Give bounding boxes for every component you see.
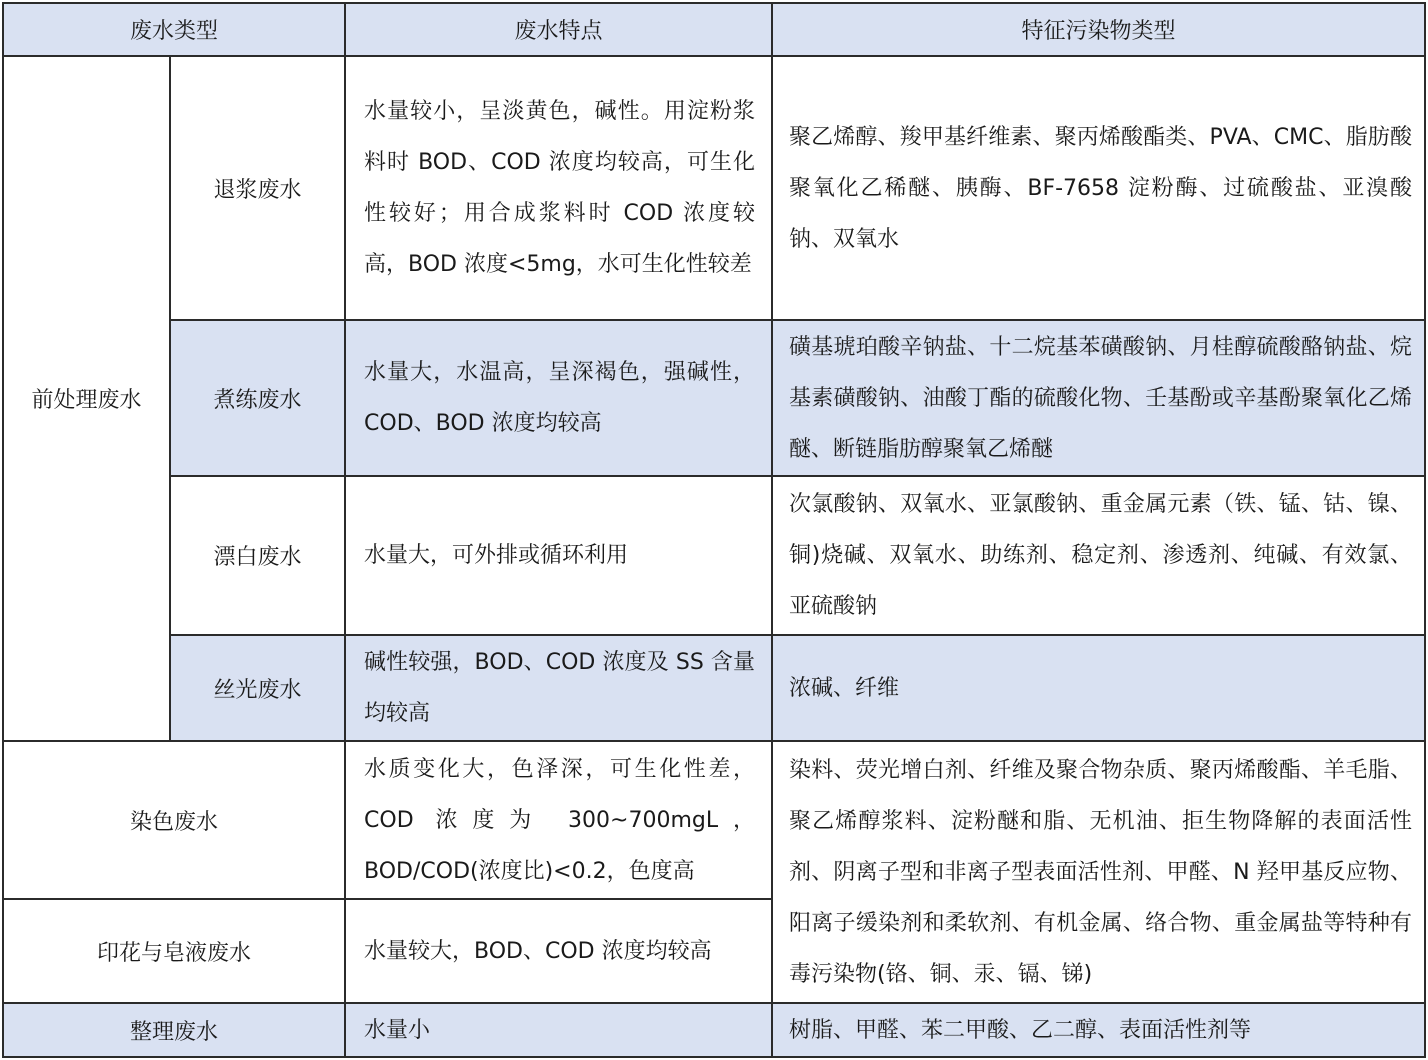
row-features-printing: 水量较大，BOD、COD 浓度均较高 (345, 899, 772, 1003)
row-name-dyeing: 染色废水 (3, 741, 345, 899)
row-name-printing: 印花与皂液废水 (3, 899, 345, 1003)
wastewater-table (2, 2, 1426, 1058)
row-name-scouring: 煮练废水 (170, 320, 345, 476)
table-row (3, 635, 1425, 741)
row-features-bleaching: 水量大，可外排或循环利用 (345, 476, 772, 635)
row-name-desizing: 退浆废水 (170, 56, 345, 320)
row-features-mercerizing: 碱性较强，BOD、COD 浓度及 SS 含量均较高 (345, 635, 772, 741)
table-row (3, 56, 1425, 320)
header-wastewater-features: 废水特点 (345, 3, 772, 56)
header-row (3, 3, 1425, 56)
group-pretreatment: 前处理废水 (3, 56, 170, 741)
row-features-scouring: 水量大，水温高，呈深褐色，强碱性，COD、BOD 浓度均较高 (345, 320, 772, 476)
row-pollutants-finishing: 树脂、甲醛、苯二甲酸、乙二醇、表面活性剂等 (772, 1003, 1425, 1057)
row-name-bleaching: 漂白废水 (170, 476, 345, 635)
table-row (3, 320, 1425, 476)
row-features-finishing: 水量小 (345, 1003, 772, 1057)
header-pollutant-types: 特征污染物类型 (772, 3, 1425, 56)
row-pollutants-mercerizing: 浓碱、纤维 (772, 635, 1425, 741)
row-pollutants-scouring: 磺基琥珀酸辛钠盐、十二烷基苯磺酸钠、月桂醇硫酸酪钠盐、烷基素磺酸钠、油酸丁酯的硫酸化物、壬基酚或辛基酚聚氧化乙烯醚、断链脂肪醇聚氧乙烯醚 (772, 320, 1425, 476)
row-pollutants-dyeing-printing: 染料、荧光增白剂、纤维及聚合物杂质、聚丙烯酸酯、羊毛脂、聚乙烯醇浆料、淀粉醚和脂、无机油、拒生物降解的表面活性剂、阴离子型和非离子型表面活性剂、甲醛、N 羟甲基反应物、阳离子缓染剂和柔软剂、有机金属、络合物、重金属盐等特种有毒污染物(铬、铜、汞、镉、锑) (772, 741, 1425, 1003)
row-pollutants-bleaching: 次氯酸钠、双氧水、亚氯酸钠、重金属元素（铁、锰、钴、镍、铜)烧碱、双氧水、助练剂、稳定剂、渗透剂、纯碱、有效氯、亚硫酸钠 (772, 476, 1425, 635)
row-features-dyeing: 水质变化大，色泽深，可生化性差，COD 浓度为 300~700mgL，BOD/COD(浓度比)<0.2，色度高 (345, 741, 772, 899)
table-row (3, 1003, 1425, 1057)
table-row (3, 476, 1425, 635)
row-features-desizing: 水量较小，呈淡黄色，碱性。用淀粉浆料时 BOD、COD 浓度均较高，可生化性较好；用合成浆料时 COD 浓度较高，BOD 浓度<5mg，水可生化性较差 (345, 56, 772, 320)
table-row (3, 741, 1425, 899)
row-name-mercerizing: 丝光废水 (170, 635, 345, 741)
row-pollutants-desizing: 聚乙烯醇、羧甲基纤维素、聚丙烯酸酯类、PVA、CMC、脂肪酸聚氧化乙稀醚、胰酶、BF-7658 淀粉酶、过硫酸盐、亚溴酸钠、双氧水 (772, 56, 1425, 320)
header-wastewater-type: 废水类型 (3, 3, 345, 56)
row-name-finishing: 整理废水 (3, 1003, 345, 1057)
